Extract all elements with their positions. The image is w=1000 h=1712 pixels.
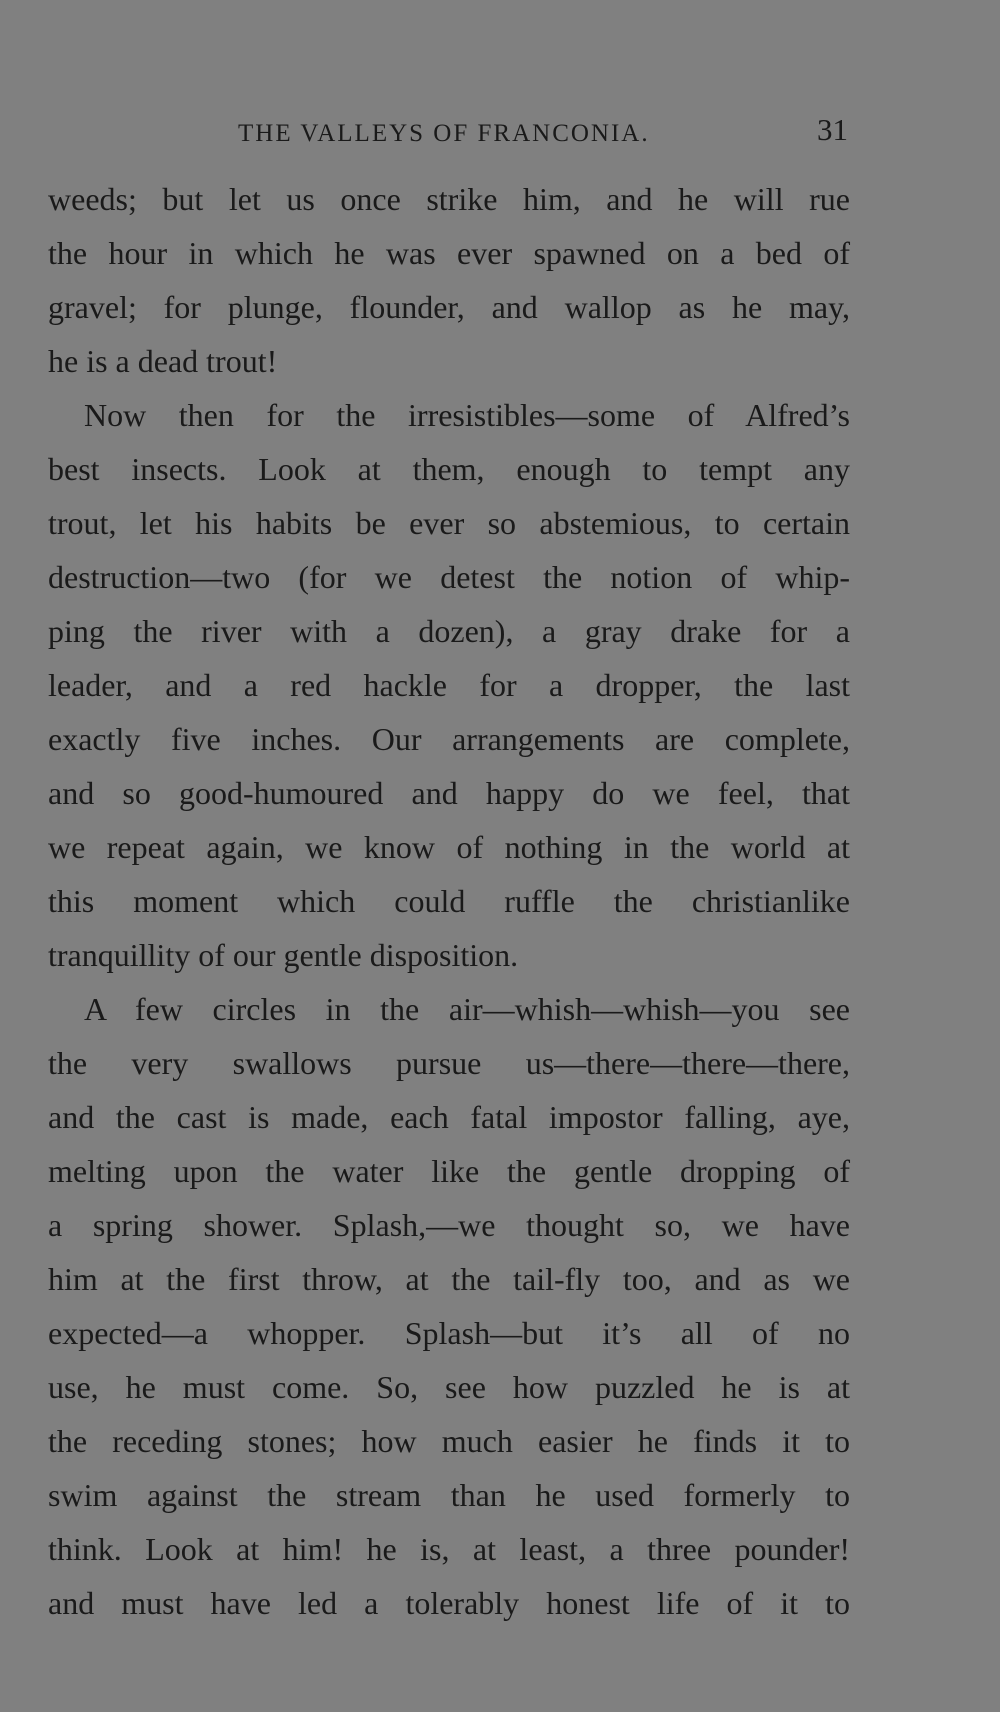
text-line: the hour in which he was ever spawned on a bed of [48, 235, 850, 271]
text-line: think. Look at him! he is, at least, a three pounder! [48, 1531, 850, 1567]
text-line: and the cast is made, each fatal impostor falling, aye, [48, 1099, 850, 1135]
text-line: and so good-humoured and happy do we feel, that [48, 775, 850, 811]
text-line: gravel; for plunge, flounder, and wallop as he may, [48, 289, 850, 325]
text-line: we repeat again, we know of nothing in the world at [48, 829, 850, 865]
text-line: trout, let his habits be ever so abstemious, to certain [48, 505, 850, 541]
text-line: ping the river with a dozen), a gray drake for a [48, 613, 850, 649]
text-line: leader, and a red hackle for a dropper, the last [48, 667, 850, 703]
text-line: tranquillity of our gentle disposition. [48, 937, 519, 973]
text-line: the receding stones; how much easier he finds it to [48, 1423, 850, 1459]
text-line: melting upon the water like the gentle dropping of [48, 1153, 850, 1189]
body-text [48, 172, 850, 1630]
text-line: this moment which could ruffle the christianlike [48, 883, 850, 919]
paragraph-first-line: A few circles in the air—whish—whish—you see [84, 991, 850, 1027]
text-line: destruction—two (for we detest the notion of whip- [48, 559, 850, 595]
text-line: expected—a whopper. Splash—but it’s all of no [48, 1315, 850, 1351]
page-number: 31 [817, 112, 848, 147]
text-line: a spring shower. Splash,—we thought so, we have [48, 1207, 850, 1243]
text-line: and must have led a tolerably honest life of it to [48, 1585, 850, 1621]
text-line: swim against the stream than he used formerly to [48, 1477, 850, 1513]
running-title: THE VALLEYS OF FRANCONIA. [238, 120, 650, 147]
text-line: use, he must come. So, see how puzzled he is at [48, 1369, 850, 1405]
text-line: exactly five inches. Our arrangements are complete, [48, 721, 850, 757]
text-line: him at the first throw, at the tail-fly too, and as we [48, 1261, 850, 1297]
running-head [48, 112, 850, 152]
text-line: best insects. Look at them, enough to tempt any [48, 451, 850, 487]
text-line: weeds; but let us once strike him, and he will rue [48, 181, 850, 217]
paragraph-first-line: Now then for the irresistibles—some of Alfred’s [84, 397, 850, 433]
text-line: he is a dead trout! [48, 343, 278, 379]
text-line: the very swallows pursue us—there—there—there, [48, 1045, 850, 1081]
